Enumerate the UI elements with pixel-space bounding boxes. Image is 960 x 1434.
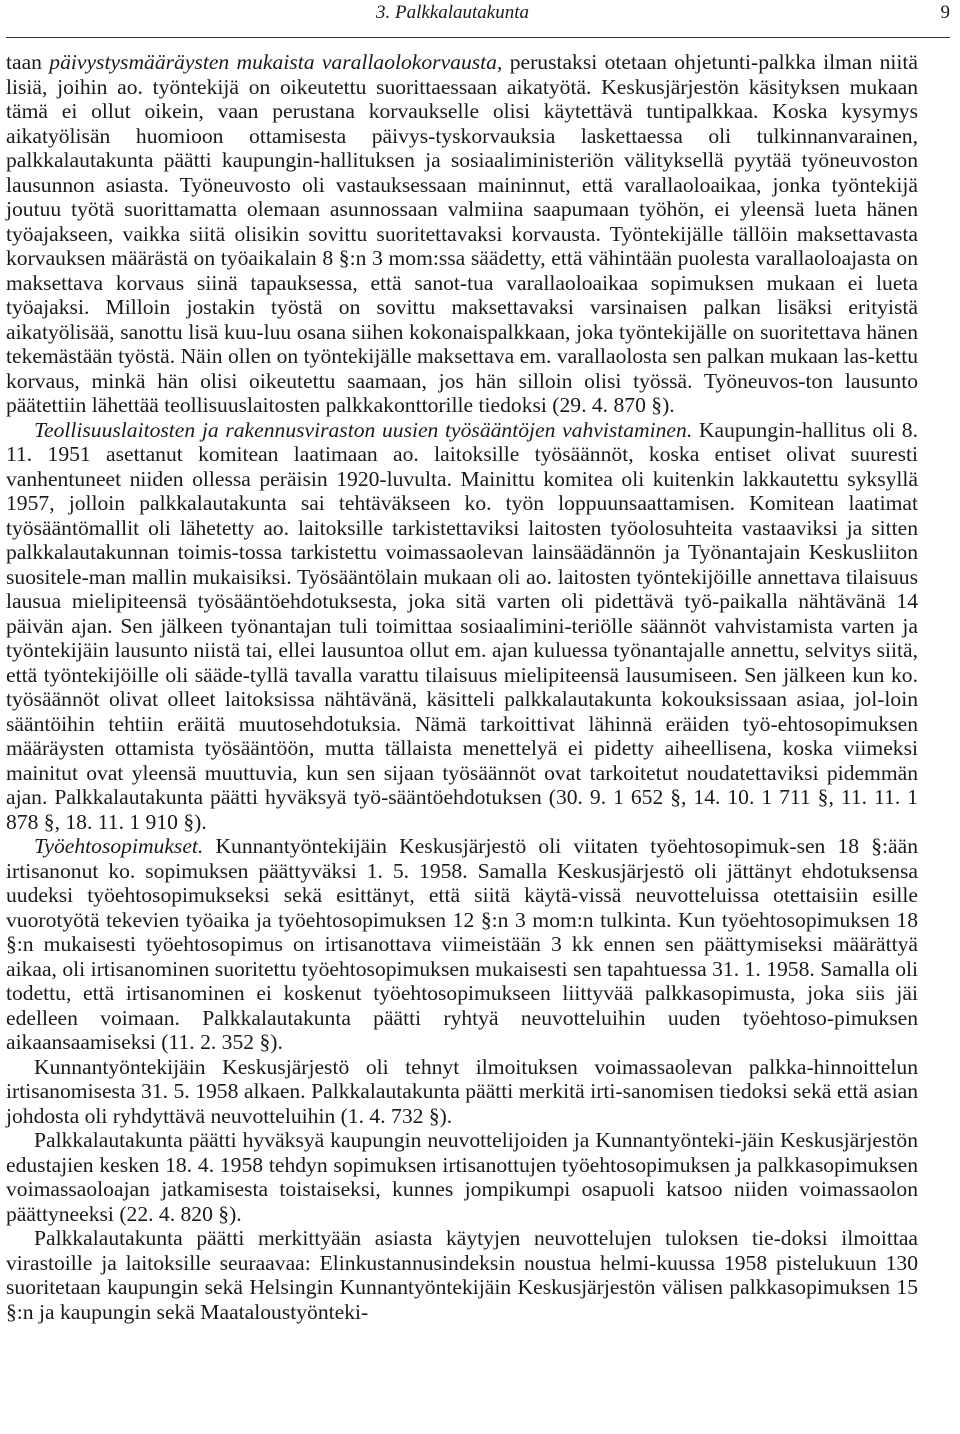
- paragraph-5: [6, 1128, 918, 1226]
- running-head-title: 3. Palkkalautakunta: [376, 2, 530, 23]
- paragraph-5-text: Palkkalautakunta päätti hyväksyä kaupungin neuvottelijoiden ja Kunnantyönteki-jäin Keskusjärjestön edustajien kesken 18. 4. 1958 tehdyn sopimuksen irtisanottujen työehtosopimuksen ja palkkasopimuksen voimassaoloajan jatkamisesta toistaiseksi, kunnes jompikumpi osapuoli katsoo niiden voimassaolon päättyneeksi (22. 4. 820 §).: [6, 1128, 918, 1226]
- running-header: [0, 2, 960, 28]
- paragraph-1: [6, 50, 918, 418]
- paragraph-1-text: perustaksi otetaan ohjetunti-palkka ilman niitä lisiä, joihin ao. työntekijä on oikeutettu suorittaessaan aikatyötä. Keskusjärjestön käsityksen mukaan tämä ei ollut oikein, vaan perustana korvaukselle olisi käytettävä tuntipalkkaa. Koska kysymys aikatyölisän huomioon ottamisesta päivys-tyskorvauksia laskettaessa oli tulkinnanvarainen, palkkalautakunta päätti kaupungin-hallituksen ja sosiaaliministeriön välityksellä pyytää työneuvoston lausunnon asiasta. Työneuvosto oli vastauksessaan maininnut, että varallaoloaikaa, jonka työntekijä joutuu työtä suorittamatta olemaan asunnossaan valmiina saapumaan työhön, ei yleensä lueta hänen työajakseen, vaikka siitä olisikin sovittu suoritettavaksi korvausta. Työntekijälle tällöin maksettavasta korvauksen määrästä on työaikalain 8 §:n 3 mom:ssa säädetty, että vähintään puolesta varallaoloajasta on maksettava korvaus siinä tapauksessa, että sanot-tua varallaoloaikaa sopimuksen mukaan ei lueta työajaksi. Milloin jostakin työstä on sovittu maksettavaksi varsinaisen palkan lisäksi erityistä aikatyölisää, sanottu lisä kuu-luu osana siihen kokonaispalkkaan, joka työntekijälle on suoritettava hänen tekemästään työstä. Näin ollen on työntekijälle maksettava em. varallaolosta sen palkan mukaan las-kettu korvaus, minkä hän olisi oikeutettu saamaan, jos hän silloin olisi työssä. Työneuvos-ton lausunto päätettiin lähettää teollisuuslaitosten palkkakonttorille tiedoksi (29. 4. 870 §).: [6, 50, 918, 417]
- paragraph-1-text-a: taan: [6, 50, 50, 74]
- page-number: 9: [940, 2, 950, 23]
- header-rule: [6, 37, 950, 38]
- paragraph-3-heading: Työehtosopimukset.: [34, 834, 204, 858]
- paragraph-3: [6, 834, 918, 1055]
- paragraph-2: [6, 418, 918, 835]
- paragraph-6-text: Palkkalautakunta päätti merkittyään asiasta käytyjen neuvottelujen tuloksen tie-doksi ilmoittaa virastoille ja laitoksille seuraavaa: Elinkustannusindeksin noustua helmi-kuussa 1958 pistelukuun 130 suoritetaan kaupungin sekä Helsingin Kunnantyöntekijäin Keskusjärjestön välisen palkkasopimuksen 15 §:n ja kaupungin sekä Maataloustyönteki-: [6, 1226, 918, 1324]
- paragraph-4: [6, 1055, 918, 1129]
- paragraph-4-text: Kunnantyöntekijäin Keskusjärjestö oli tehnyt ilmoituksen voimassaolevan palkka-hinnoittelun irtisanomisesta 31. 5. 1958 alkaen. Palkkalautakunta päätti merkitä irti-sanomisen tiedoksi sekä että asian johdosta oli ryhdyttävä neuvotteluihin (1. 4. 732 §).: [6, 1054, 918, 1128]
- paragraph-2-heading: Teollisuuslaitosten ja rakennusviraston uusien työsääntöjen vahvistaminen.: [34, 417, 693, 442]
- paragraph-1-italic-term: päivystysmääräysten mukaista varallaolokorvausta,: [49, 50, 503, 74]
- paragraph-2-text: Kaupungin-hallitus oli 8. 11. 1951 asettanut komitean laatimaan ao. laitoksille työsäännöt, koska entiset olivat suuresti vanhentuneet niiden ollessa peräisin 1920-luvulta. Mainittu komitea oli kuitenkin lakkautettu syksyllä 1957, jolloin palkkalautakunta sai tehtäväkseen ko. työn loppuunsaattamisen. Komitean laatimat työsääntömallit oli lähetetty ao. laitoksille tarkistettaviksi laitosten työolosuhteita vastaaviksi ja sitten palkkalautakunnan toimis-tossa tarkistettu voimassaolevan lainsäädännön ja Työnantajain Keskusliiton suositele-man mallin mukaisiksi. Työsääntölain mukaan oli ao. laitosten työntekijöille annettava tilaisuus lausua mielipiteensä työsääntöehdotuksesta, joka sitä varten oli pidettävä työ-paikalla nähtävänä 14 päivän ajan. Sen jälkeen työnantajan tuli toimittaa sosiaalimini-teriölle säännöt vahvistamista varten ja työntekijäin lausunto niistä tai, ellei lausuntoa ollut em. ajan kuluessa työnantajalle annettu, selvitys siitä, että työntekijöille oli sääde-tyllä tavalla varattu tilaisuus mielipiteensä lausumiseen. Sen jälkeen kun ko. työsäännöt olivat olleet laitoksissa nähtävänä, käsitteli palkkalautakunta kokouksissaan asiaa, jol-loin sääntöihin tehtiin eräitä muutosehdotuksia. Nämä tarkoittivat lähinnä eräiden työ-ehtosopimuksen määräysten ottamista työsääntöön, mutta tällaista menettelyä ei pidetty aiheellisena, koska viimeksi mainitut ovat yleensä muuttuvia, kun sen sijaan työsäännöt ovat tarkoitetut noudatettaviksi pidemmän ajan. Palkkalautakunta päätti hyväksyä työ-sääntöehdotuksen (30. 9. 1 652 §, 14. 10. 1 711 §, 11. 11. 1 878 §, 18. 11. 1 910 §).: [6, 417, 918, 834]
- paragraph-6: [6, 1226, 918, 1324]
- paragraph-3-text: Kunnantyöntekijäin Keskusjärjestö oli viitaten työehtosopimuk-sen 18 §:ään irtisanonut ko. sopimuksen päättyväksi 1. 5. 1958. Samalla Keskusjärjestö oli jättänyt ehdotuksensa uudeksi työehtosopimukseksi sekä esittänyt, että siitä käytä-vissä neuvotteluissa otettaisiin esille vuorotyötä tekevien työaika ja työehtosopimuksen 12 §:n 3 mom:n tulkinta. Kun työehtosopimuksen 18 §:n mukaisesti työehtosopimus on irtisanottava viimeistään 3 kk ennen sen päättymiseksi määrättyä aikaa, oli irtisanominen suoritettu työehtosopimuksen mukaisesti sen tapahtuessa 31. 1. 1958. Samalla oli todettu, että irtisanominen ei koskenut työehtosopimukseen liittyvää palkkasopimusta, joka siis jäi edelleen voimaan. Palkkalautakunta päätti ryhtyä neuvotteluihin uuden työehtoso-pimuksen aikaansaamiseksi (11. 2. 352 §).: [6, 834, 918, 1054]
- body-text: [6, 50, 918, 1324]
